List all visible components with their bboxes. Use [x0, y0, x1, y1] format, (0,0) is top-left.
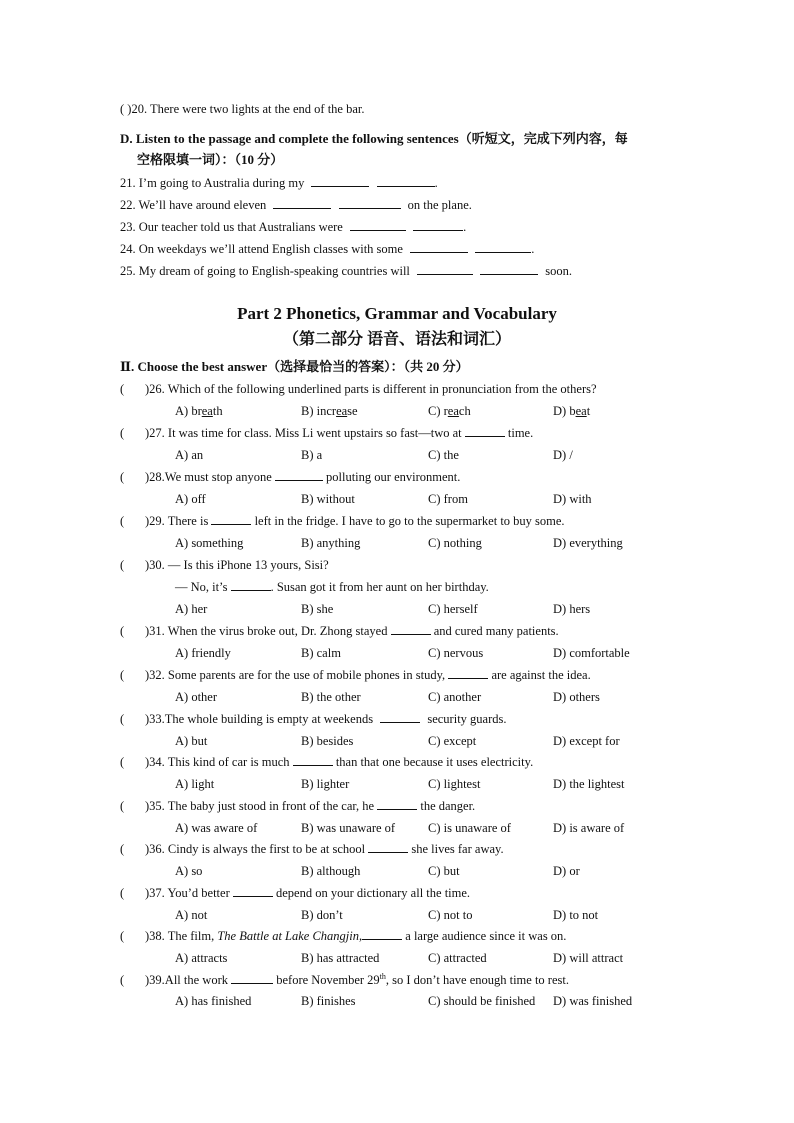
part2-title: Part 2 Phonetics, Grammar and Vocabulary	[237, 304, 557, 323]
question-27: )27. It was time for class. Miss Li went upstairs so fast—two at time.	[145, 426, 534, 440]
option-b[interactable]: B) the other	[301, 690, 361, 704]
option-b[interactable]: B) lighter	[301, 777, 350, 791]
option-c[interactable]: C) but	[428, 864, 460, 878]
option-b[interactable]: B) anything	[301, 536, 361, 550]
option-d[interactable]: D) or	[553, 864, 580, 878]
answer-paren[interactable]: (	[120, 755, 125, 769]
answer-paren[interactable]: (	[120, 624, 125, 638]
option-d[interactable]: D) hers	[553, 602, 591, 616]
option-a[interactable]: A) friendly	[175, 646, 231, 660]
answer-paren[interactable]: (	[120, 799, 125, 813]
option-c[interactable]: C) another	[428, 690, 482, 704]
option-b[interactable]: B) has attracted	[301, 951, 380, 965]
blank[interactable]	[339, 197, 401, 209]
option-c[interactable]: C) reach	[428, 404, 471, 418]
option-b[interactable]: B) was unaware of	[301, 821, 396, 835]
option-d[interactable]: D) was finished	[553, 994, 633, 1008]
option-c[interactable]: C) nothing	[428, 536, 482, 550]
option-d[interactable]: D) with	[553, 492, 592, 506]
option-a[interactable]: A) other	[175, 690, 217, 704]
fill-21: 21. I’m going to Australia during my .	[120, 176, 438, 190]
question-32: )32. Some parents are for the use of mobile phones in study, are against the idea.	[145, 668, 591, 682]
blank[interactable]	[410, 241, 468, 253]
option-b[interactable]: B) finishes	[301, 994, 356, 1008]
question-26: )26. Which of the following underlined parts is different in pronunciation from the others?	[145, 382, 597, 396]
option-c[interactable]: C) is unaware of	[428, 821, 511, 835]
blank[interactable]	[350, 219, 406, 231]
question-36: )36. Cindy is always the first to be at school she lives far away.	[145, 842, 504, 856]
question-30: )30. — Is this iPhone 13 yours, Sisi?	[145, 558, 329, 572]
question-20: ( )20. There were two lights at the end of the bar.	[120, 102, 365, 116]
option-d[interactable]: D) beat	[553, 404, 591, 418]
option-a[interactable]: A) an	[175, 448, 204, 462]
option-c[interactable]: C) lightest	[428, 777, 481, 791]
question-33: )33.The whole building is empty at weekends security guards.	[145, 712, 507, 726]
option-b[interactable]: B) increase	[301, 404, 358, 418]
option-a[interactable]: A) something	[175, 536, 244, 550]
option-a[interactable]: A) off	[175, 492, 206, 506]
option-d[interactable]: D) except for	[553, 734, 620, 748]
answer-paren[interactable]: (	[120, 973, 125, 987]
option-a[interactable]: A) attracts	[175, 951, 228, 965]
answer-paren[interactable]: (	[120, 668, 125, 682]
blank[interactable]	[413, 219, 463, 231]
question-34: )34. This kind of car is much than that one because it uses electricity.	[145, 755, 534, 769]
fill-24: 24. On weekdays we’ll attend English classes with some .	[120, 242, 535, 256]
option-b[interactable]: B) a	[301, 448, 323, 462]
option-c[interactable]: C) the	[428, 448, 459, 462]
option-c[interactable]: C) not to	[428, 908, 473, 922]
part2-subtitle: （第二部分 语音、语法和词汇）	[282, 331, 511, 348]
option-d[interactable]: D) will attract	[553, 951, 624, 965]
fill-22: 22. We’ll have around eleven on the plane.	[120, 198, 472, 212]
question-38: )38. The film, The Battle at Lake Changjin, a large audience since it was on.	[145, 929, 567, 943]
option-d[interactable]: D) comfortable	[553, 646, 630, 660]
fill-25: 25. My dream of going to English-speaking countries will soon.	[120, 264, 573, 278]
option-c[interactable]: C) nervous	[428, 646, 484, 660]
option-b[interactable]: B) calm	[301, 646, 341, 660]
option-b[interactable]: B) don’t	[301, 908, 343, 922]
answer-paren[interactable]: (	[120, 886, 125, 900]
option-c[interactable]: C) should be finished	[428, 994, 536, 1008]
option-c[interactable]: C) herself	[428, 602, 478, 616]
answer-paren[interactable]: (	[120, 382, 125, 396]
blank[interactable]	[311, 175, 369, 187]
option-c[interactable]: C) from	[428, 492, 468, 506]
option-a[interactable]: A) but	[175, 734, 208, 748]
option-c[interactable]: C) attracted	[428, 951, 487, 965]
option-d[interactable]: D) is aware of	[553, 821, 625, 835]
blank[interactable]	[475, 241, 531, 253]
option-b[interactable]: B) besides	[301, 734, 354, 748]
blank[interactable]	[417, 263, 473, 275]
option-d[interactable]: D) others	[553, 690, 600, 704]
option-d[interactable]: D) everything	[553, 536, 623, 550]
option-a[interactable]: A) her	[175, 602, 208, 616]
question-28: )28.We must stop anyone polluting our environment.	[145, 470, 461, 484]
answer-paren[interactable]: (	[120, 842, 125, 856]
question-35: )35. The baby just stood in front of the car, he the danger.	[145, 799, 476, 813]
blank[interactable]	[480, 263, 538, 275]
fill-23: 23. Our teacher told us that Australians were .	[120, 220, 467, 234]
option-a[interactable]: A) light	[175, 777, 215, 791]
blank[interactable]	[377, 175, 435, 187]
option-a[interactable]: A) has finished	[175, 994, 252, 1008]
option-b[interactable]: B) she	[301, 602, 334, 616]
section-ii-heading: Ⅱ. Choose the best answer（选择最恰当的答案）：（共 20 分）	[120, 359, 469, 374]
option-d[interactable]: D) to not	[553, 908, 599, 922]
answer-paren[interactable]: (	[120, 712, 125, 726]
question-29: )29. There is left in the fridge. I have to go to the supermarket to buy some.	[145, 514, 565, 528]
option-b[interactable]: B) without	[301, 492, 355, 506]
option-a[interactable]: A) breath	[175, 404, 223, 418]
option-d[interactable]: D) /	[553, 448, 573, 462]
option-a[interactable]: A) so	[175, 864, 203, 878]
answer-paren[interactable]: (	[120, 470, 125, 484]
answer-paren[interactable]: (	[120, 426, 125, 440]
option-a[interactable]: A) was aware of	[175, 821, 258, 835]
option-b[interactable]: B) although	[301, 864, 361, 878]
answer-paren[interactable]: (	[120, 514, 125, 528]
question-39: )39.All the work before November 29th, so I don’t have enough time to rest.	[145, 971, 569, 987]
option-a[interactable]: A) not	[175, 908, 208, 922]
question-37: )37. You’d better depend on your dictionary all the time.	[145, 886, 471, 900]
section-d-heading-cont: 空格限填一词）：（10 分）	[137, 152, 284, 167]
question-31: )31. When the virus broke out, Dr. Zhong stayed and cured many patients.	[145, 624, 559, 638]
answer-paren[interactable]: (	[120, 929, 125, 943]
option-d[interactable]: D) the lightest	[553, 777, 625, 791]
section-d-heading: D. Listen to the passage and complete the following sentences（听短文，完成下列内容，每	[120, 131, 628, 146]
answer-paren[interactable]: (	[120, 558, 125, 572]
question-30-reply: — No, it’s . Susan got it from her aunt on her birthday.	[175, 580, 489, 594]
blank[interactable]	[273, 197, 331, 209]
option-c[interactable]: C) except	[428, 734, 477, 748]
